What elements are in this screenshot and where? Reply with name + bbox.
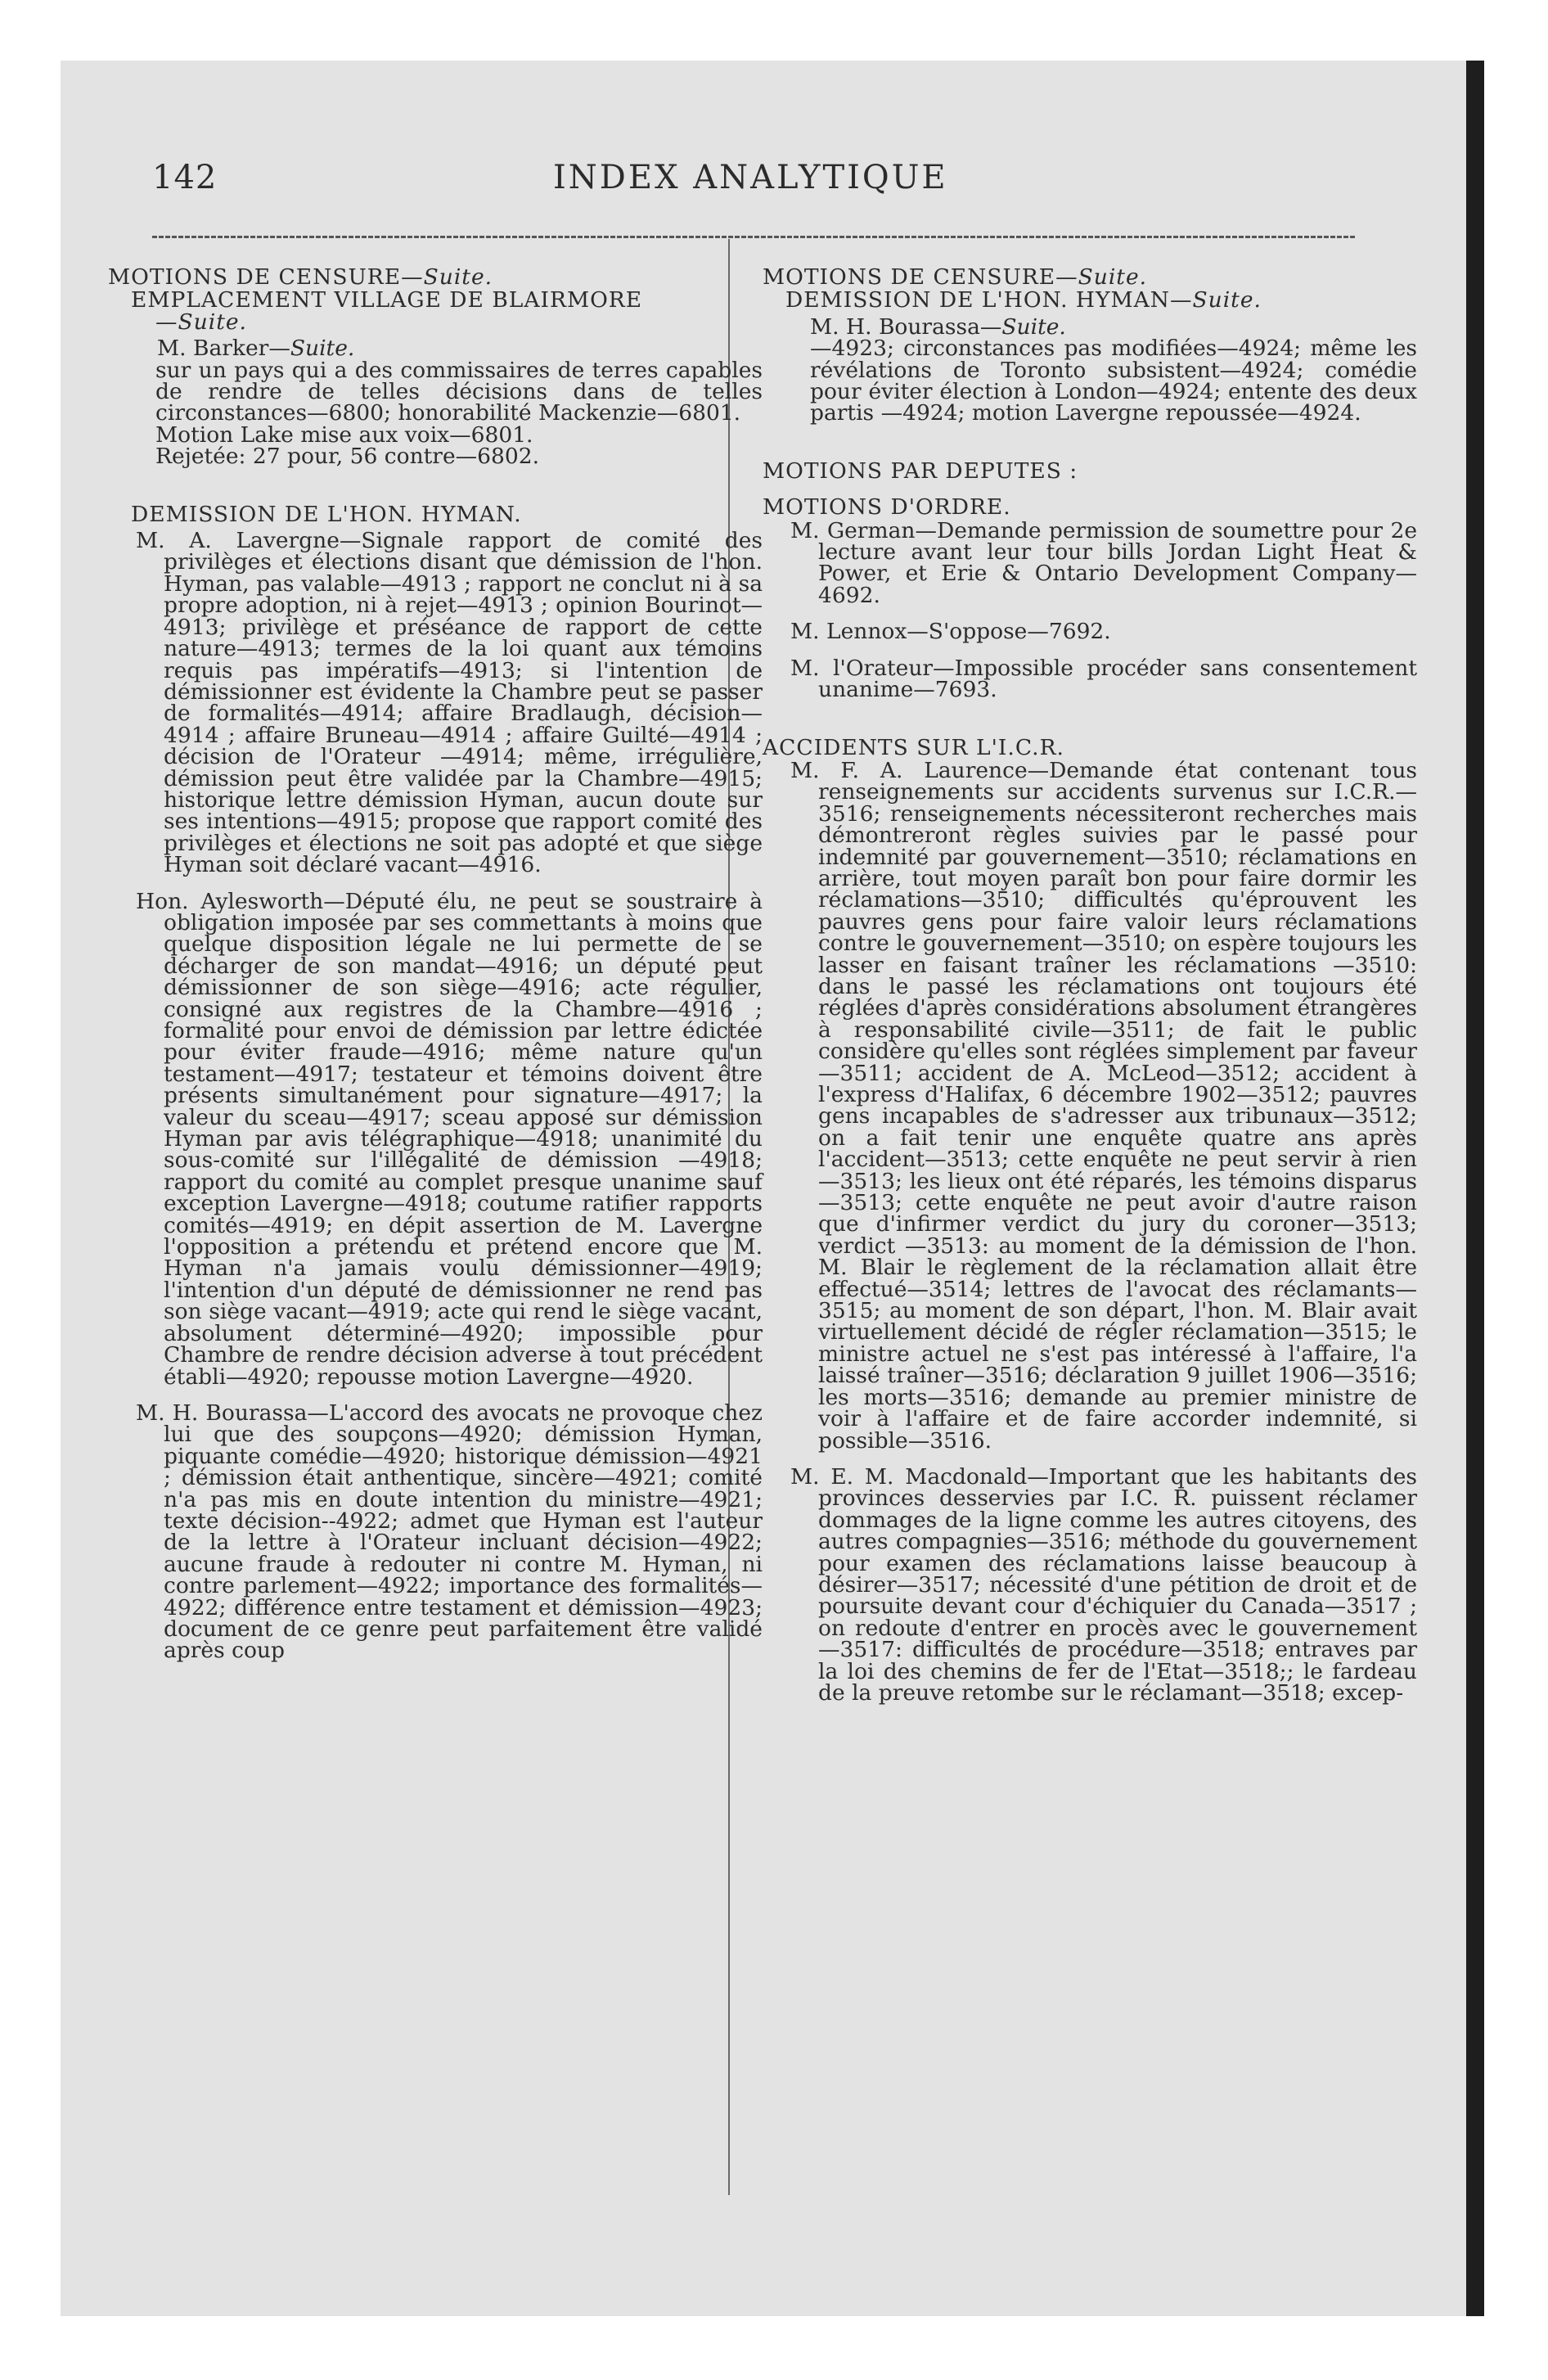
header-rule (152, 236, 1355, 238)
entry-text: sur un pays qui a des commissaires de terres capables de rendre de telles décisions dans de telles circonstances—6800; honorabilité Mackenzie—6801. (155, 357, 763, 426)
section-heading: MOTIONS DE CENSURE—Suite. (763, 264, 1148, 290)
speaker-line: M. H. Bourassa—Suite. (810, 313, 1066, 340)
section-heading: MOTIONS DE CENSURE—Suite. (108, 264, 493, 290)
scan-edge (1466, 61, 1484, 2316)
page-number: 142 (152, 159, 218, 196)
index-entry: M. Lennox—S'oppose—7692. (790, 619, 1111, 645)
subheading: MOTIONS D'ORDRE. (763, 494, 1011, 521)
subheading: EMPLACEMENT VILLAGE DE BLAIRMORE (131, 287, 643, 313)
index-entry: M. H. Bourassa—L'accord des avocats ne provoque chez lui que des soupçons—4920; démission Hyman, piquante comédie—4920; historique démission—4921 ; démission était anthentique, sincère—4921; comité n'a pas mis en doute intention du ministre—4921; texte décision--4922; admet que Hyman est l'auteur de la lettre à l'Orateur incluant décision—4922; aucune fraude à redouter ni contre M. Hyman, ni contre parlement—4922; importance des formalités—4922; différence entre testament et démission—4923; document de ce genre peut parfaitement être validé après coup (136, 1400, 763, 1664)
index-entry: M. l'Orateur—Impossible procéder sans consentement unanime—7693. (790, 655, 1417, 703)
index-entry: Hon. Aylesworth—Député élu, ne peut se soustraire à obligation imposée par ses commettants à moins que quelque disposition légale ne lui permette de se décharger de son mandat—4916; un député peut démissionner de son siège—4916; acte régulier, consigné aux registres de la Chambre—4916 ; formalité pour envoi de démission par lettre édictée pour éviter fraude—4916; même nature qu'un testament—4917; testateur et témoins doivent être présents simultanément pour signature—4917; la valeur du sceau—4917; sceau apposé sur démission Hyman par avis télégraphique—4918; unanimité du sous-comité sur l'illégalité de démission —4918; rapport du comité au complet presque unanime sauf exception Lavergne—4918; coutume ratifier rapports comités—4919; en dépit assertion de M. Lavergne l'opposition a prétendu et prétend encore que M. Hyman n'a jamais voulu démissionner—4919; l'intention d'un député de démissionner ne rend pas son siège vacant—4919; acte qui rend le siège vacant, absolument déterminé—4920; impossible pour Chambre de rendre décision adverse à tout précédent établi—4920; repousse motion Lavergne—4920. (136, 888, 763, 1390)
speaker-line: M. Barker—Suite. (157, 336, 355, 362)
left-column (108, 264, 763, 1664)
subheading: DEMISSION DE L'HON. HYMAN—Suite. (785, 287, 1262, 313)
subheading: ACCIDENTS SUR L'I.C.R. (763, 734, 1064, 760)
subheading-suite: —Suite. (155, 309, 247, 335)
index-entry: M. German—Demande permission de soumettre pour 2e lecture avant leur tour bills Jordan Light Heat & Power, et Erie & Ontario Development Company—4692. (790, 517, 1417, 608)
subheading: DEMISSION DE L'HON. HYMAN. (131, 501, 522, 527)
index-entry: M. A. Lavergne—Signale rapport de comité des privilèges et élections disant que démission de l'hon. Hyman, pas valable—4913 ; rapport ne conclut ni à sa propre adoption, ni à rejet—4913 ; opinion Bourinot—4913; privilège et préséance de rapport de cette nature—4913; termes de la loi quant aux témoins requis pas impératifs—4913; si l'intention de démissionner est évidente la Chambre peut se passer de formalités—4914; affaire Bradlaugh, décision—4914 ; affaire Bruneau—4914 ; affaire Guilté—4914 ; décision de l'Orateur —4914; même, irrégulière, démission peut être validée par la Chambre—4915; historique lettre démission Hyman, aucun doute sur ses intentions—4915; propose que rapport comité des privilèges et élections ne soit pas adopté et que siège Hyman soit déclaré vacant—4916. (136, 528, 763, 878)
entry-text: —4923; circonstances pas modifiées—4924; même les révélations de Toronto subsistent—4924; comédie pour éviter élection à London—4924; entente des deux partis —4924; motion Lavergne repoussée—4924. (810, 336, 1417, 426)
index-entry: M. E. M. Macdonald—Important que les habitants des provinces desservies par I.C. R. puissent réclamer dommages de la ligne comme les autres citoyens, des autres compagnies—3516; méthode du gouvernement pour examen des réclamations laisse beaucoup à désirer—3517; nécessité d'une pétition de droit et de poursuite devant cour d'échiquier du Canada—3517 ; on redoute d'entrer en procès avec le gouvernement—3517: difficultés de procédure—3518; entraves par la loi des chemins de fer de l'Etat—3518;; le fardeau de la preuve retombe sur le réclamant—3518; excep- (790, 1463, 1417, 1706)
entry-text: Rejetée: 27 pour, 56 contre—6802. (155, 444, 540, 470)
right-column (763, 264, 1417, 1706)
index-entry: M. F. A. Laurence—Demande état contenant tous renseignements sur accidents survenus sur I.C.R.—3516; renseignements nécessiteront recherches mais démontreront règles suivies par le passé pour indemnité par gouvernement—3510; réclamations en arrière, tout moyen paraît bon pour faire dormir les réclamations—3510; difficultés qu'éprouvent les pauvres gens pour faire valoir leurs réclamations contre le gouvernement—3510; on espère toujours les lasser en faisant traîner les réclamations —3510: dans le passé les réclamations ont toujours été réglées d'après considérations absolument étrangères à responsabilité civile—3511; de fait le public considère qu'elles sont réglées simplement par faveur—3511; accident de A. McLeod—3512; accident à l'express d'Halifax, 6 décembre 1902—3512; pauvres gens incapables de s'adresser aux tribunaux—3512; on a fait tenir une enquête quatre ans après l'accident—3513; cette enquête ne peut servir à rien—3513; les lieux ont été réparés, les témoins disparus—3513; cette enquête ne peut avoir d'autre raison que d'infirmer verdict du jury du coroner—3513; verdict —3513: au moment de la démission de l'hon. M. Blair le règlement de la réclamation allait être effectué—3514; lettres de l'avocat des réclamants—3515; au moment de son départ, l'hon. M. Blair avait virtuellement décidé de régler réclamation—3515; le ministre actuel ne s'est pas intéressé à l'affaire, l'a laissé traîner—3516; déclaration 9 juillet 1906—3516; les morts—3516; demande au premier ministre de voir à l'affaire et de faire accorder indemnité, si possible—3516. (790, 757, 1417, 1454)
section-heading: MOTIONS PAR DEPUTES : (763, 458, 1078, 484)
running-title: INDEX ANALYTIQUE (553, 159, 948, 196)
entry-text: Motion Lake mise aux voix—6801. (155, 421, 533, 448)
